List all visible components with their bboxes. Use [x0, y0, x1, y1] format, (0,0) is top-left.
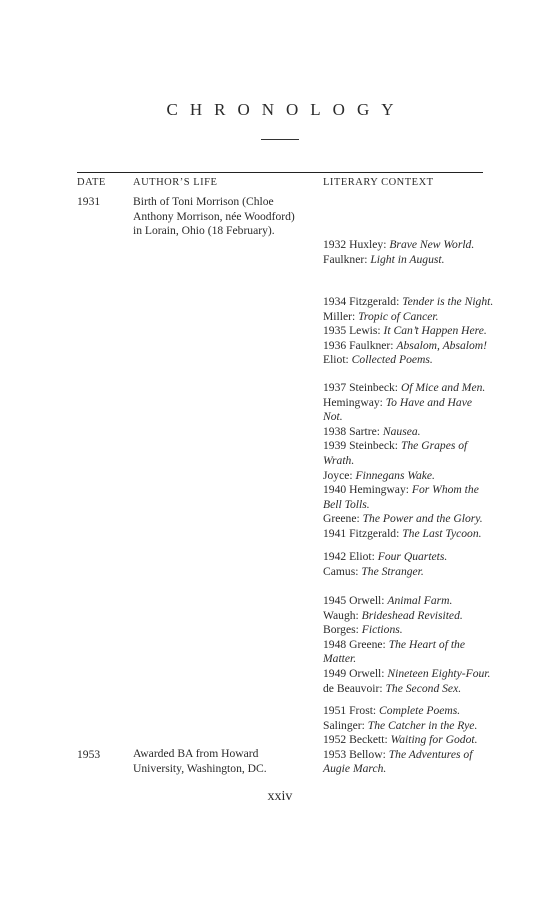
literary-line-title: Complete Poems. [379, 704, 461, 717]
literary-line-author: 1952 Beckett: [323, 733, 391, 747]
literary-line-title: Not. [323, 410, 343, 424]
literary-line [323, 594, 490, 609]
literary-line-author: Salinger: [323, 718, 368, 732]
literary-line [323, 238, 474, 253]
literary-line [323, 682, 490, 697]
literary-line [323, 748, 477, 763]
literary-line [323, 425, 485, 440]
page-title: CHRONOLOGY [166, 100, 406, 119]
literary-line [323, 339, 493, 354]
literary-line-title: Tropic of Cancer. [358, 309, 439, 323]
literary-line-author: 1938 Sartre: [323, 424, 383, 438]
literary-block-1945 [323, 594, 490, 696]
literary-line-title: The Adventures of [388, 747, 473, 761]
header-literary-context: LITERARY CONTEXT [323, 177, 434, 188]
literary-line-author: de Beauvoir: [323, 681, 386, 695]
literary-block-1942 [323, 550, 447, 579]
literary-line [323, 353, 493, 368]
date-1931: 1931 [77, 195, 101, 208]
literary-line [323, 381, 485, 396]
literary-line-author: 1940 Hemingway: [323, 483, 412, 497]
literary-line [323, 512, 485, 527]
literary-line [323, 623, 490, 638]
literary-line [323, 527, 485, 542]
literary-line [323, 667, 490, 682]
literary-line-title: Waiting for Godot. [390, 733, 478, 747]
literary-line-title: Brideshead Revisited. [361, 608, 463, 622]
literary-line-author: 1932 Huxley: [323, 238, 390, 251]
literary-line-title: To Have and Have [385, 395, 472, 409]
literary-line [323, 609, 490, 624]
literary-line-title: Of Mice and Men. [400, 381, 486, 394]
literary-line [323, 454, 485, 469]
literary-line-title: Four Quartets. [377, 550, 448, 563]
literary-line-title: Fictions. [361, 623, 403, 637]
header-date: DATE [77, 177, 106, 188]
literary-line-author: Camus: [323, 564, 362, 578]
header-authors-life: AUTHOR’S LIFE [133, 177, 218, 188]
literary-line [323, 652, 490, 667]
literary-line-author: Greene: [323, 512, 363, 526]
literary-line-author: Miller: [323, 309, 359, 323]
literary-line-title: The Last Tycoon. [402, 526, 482, 540]
literary-line [323, 719, 477, 734]
literary-block-1934 [323, 295, 493, 368]
literary-line-title: Nausea. [382, 424, 421, 438]
page-number: xxiv [267, 789, 293, 804]
literary-line [323, 396, 485, 411]
literary-line [323, 483, 485, 498]
literary-line-title: Bell Tolls. [323, 497, 370, 511]
literary-line-author: Faulkner: [323, 252, 371, 266]
table-top-rule [77, 172, 483, 173]
literary-line [323, 498, 485, 513]
life-line: in Lorain, Ohio (18 February). [133, 224, 275, 238]
life-line: Birth of Toni Morrison (Chloe [133, 195, 274, 208]
literary-line [323, 310, 493, 325]
literary-line-author: 1942 Eliot: [323, 550, 378, 563]
literary-line [323, 439, 485, 454]
literary-line-title: The Power and the Glory. [362, 512, 483, 526]
literary-line-author: 1934 Fitzgerald: [323, 295, 403, 308]
literary-line [323, 762, 477, 777]
title-underline [261, 139, 299, 140]
literary-line-author: 1937 Steinbeck: [323, 381, 401, 394]
literary-line-title: The Catcher in the Rye. [367, 718, 478, 732]
literary-block-1932 [323, 238, 474, 267]
literary-line-title: It Can’t Happen Here. [383, 324, 487, 338]
literary-line-author: Waugh: [323, 608, 362, 622]
literary-line-title: The Second Sex. [385, 681, 462, 695]
literary-line-title: Absalom, Absalom! [396, 338, 488, 352]
life-line: University, Washington, DC. [133, 761, 267, 775]
literary-block-1951 [323, 704, 477, 777]
literary-line-author: 1953 Bellow: [323, 747, 389, 761]
literary-line-title: Finnegans Wake. [355, 468, 435, 482]
literary-line [323, 253, 474, 268]
literary-line-title: Matter. [323, 652, 357, 666]
literary-line [323, 565, 447, 580]
date-1953: 1953 [77, 748, 101, 761]
literary-line-title: The Grapes of [400, 439, 468, 453]
literary-line-author: Hemingway: [323, 395, 386, 409]
literary-line-title: For Whom the [411, 483, 479, 497]
literary-line-author: 1941 Fitzgerald: [323, 526, 403, 540]
literary-line-author: 1949 Orwell: [323, 666, 388, 680]
literary-line-title: Wrath. [323, 453, 355, 467]
literary-line [323, 295, 493, 310]
literary-line-author: Eliot: [323, 353, 352, 367]
literary-line [323, 410, 485, 425]
literary-line [323, 324, 493, 339]
literary-line-author: 1951 Frost: [323, 704, 380, 717]
literary-line-title: Nineteen Eighty-Four. [387, 666, 491, 680]
literary-line-title: Light in August. [370, 252, 445, 266]
literary-line-author: 1945 Orwell: [323, 594, 388, 607]
literary-line-author: Borges: [323, 623, 362, 637]
literary-line [323, 469, 485, 484]
life-line: Awarded BA from Howard [133, 747, 259, 760]
literary-line [323, 550, 447, 565]
literary-line-author: 1939 Steinbeck: [323, 439, 401, 453]
literary-line-author: 1935 Lewis: [323, 324, 384, 338]
literary-line [323, 638, 490, 653]
literary-line-title: The Heart of the [388, 637, 466, 651]
literary-line [323, 733, 477, 748]
literary-line-title: The Stranger. [361, 564, 424, 578]
literary-line-title: Augie March. [323, 762, 387, 776]
life-line: Anthony Morrison, née Woodford) [133, 209, 295, 223]
literary-line-author: 1948 Greene: [323, 637, 389, 651]
life-entry-1931 [133, 195, 295, 239]
literary-line-title: Tender is the Night. [402, 295, 494, 308]
literary-block-1937 [323, 381, 485, 542]
life-entry-1953 [133, 747, 267, 776]
literary-line-title: Brave New World. [389, 238, 475, 251]
literary-line [323, 704, 477, 719]
literary-line-author: Joyce: [323, 468, 356, 482]
literary-line-title: Collected Poems. [351, 353, 433, 367]
literary-line-author: 1936 Faulkner: [323, 338, 397, 352]
literary-line-title: Animal Farm. [387, 594, 453, 607]
